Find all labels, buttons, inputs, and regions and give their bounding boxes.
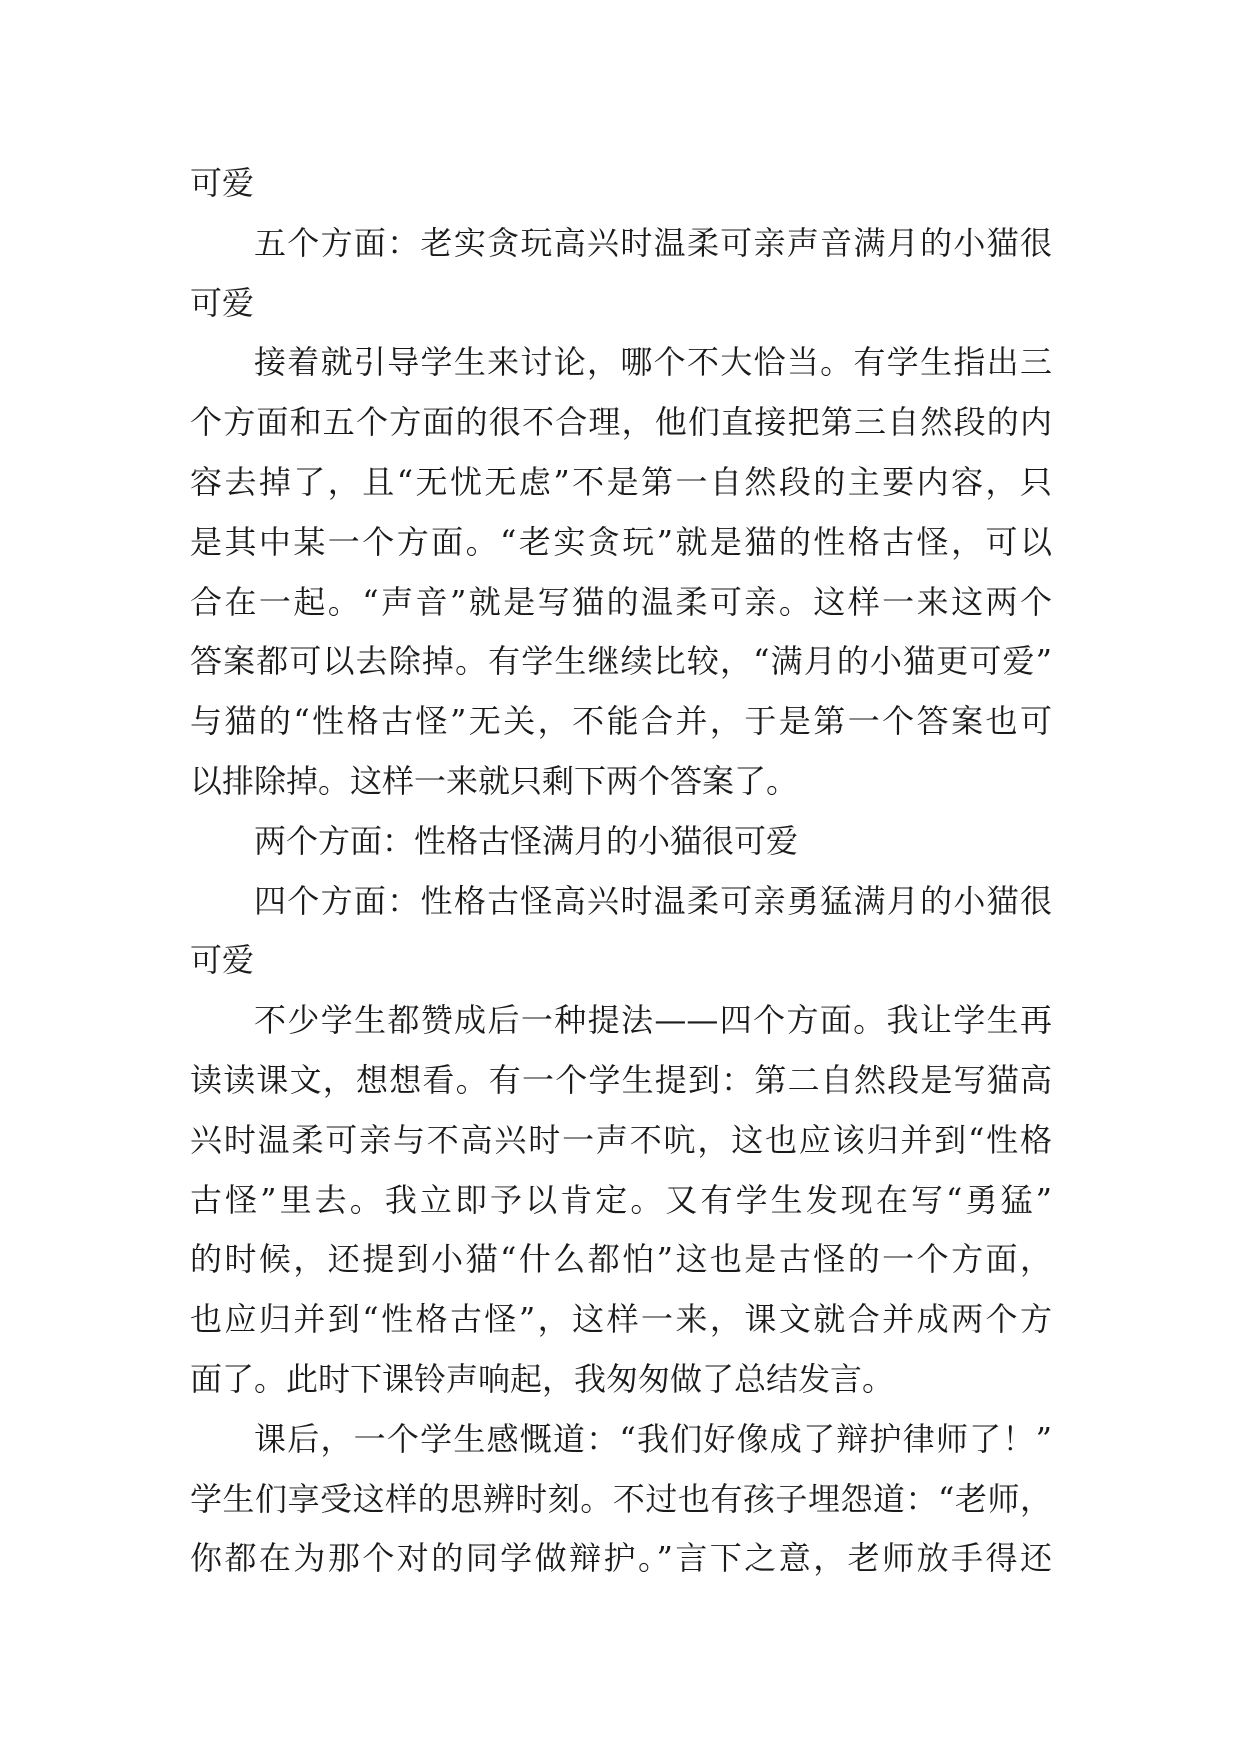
- text-line: 接着就引导学生来讨论，哪个不大恰当。有学生指出三: [254, 343, 1052, 382]
- paragraph: [190, 872, 1052, 992]
- text-line: 的时候，还提到小猫“什么都怕”这也是古怪的一个方面，: [190, 1240, 1052, 1279]
- text-line: 也应归并到“性格古怪”，这样一来，课文就合并成两个方: [190, 1300, 1052, 1339]
- paragraph: [190, 812, 1052, 872]
- text-line: 答案都可以去除掉。有学生继续比较，“满月的小猫更可爱”: [190, 642, 1052, 681]
- text-line: 面了。此时下课铃声响起，我匆匆做了总结发言。: [190, 1359, 895, 1398]
- text-line: 两个方面：性格古怪满月的小猫很可爱: [254, 821, 799, 860]
- paragraph: [190, 154, 1052, 214]
- text-line: 与猫的“性格古怪”无关，不能合并，于是第一个答案也可: [190, 702, 1052, 741]
- text-line: 可爱: [190, 164, 255, 202]
- text-line: 四个方面：性格古怪高兴时温柔可亲勇猛满月的小猫很: [254, 881, 1052, 920]
- text-line: 课后，一个学生感慨道：“我们好像成了辩护律师了！”: [254, 1419, 1052, 1458]
- text-line: 五个方面：老实贪玩高兴时温柔可亲声音满月的小猫很: [254, 223, 1052, 262]
- paragraph: [190, 333, 1052, 811]
- text-line: 古怪”里去。我立即予以肯定。又有学生发现在写“勇猛”: [190, 1180, 1052, 1219]
- text-line: 可爱: [190, 283, 255, 322]
- paragraph: [190, 214, 1052, 334]
- text-line: 不少学生都赞成后一种提法——四个方面。我让学生再: [254, 1001, 1052, 1040]
- text-line: 你都在为那个对的同学做辩护。”言下之意，老师放手得还: [190, 1539, 1052, 1578]
- body-text: [190, 154, 1052, 1589]
- text-line: 以排除掉。这样一来就只剩下两个答案了。: [190, 761, 799, 800]
- text-line: 合在一起。“声音”就是写猫的温柔可亲。这样一来这两个: [190, 582, 1052, 621]
- text-line: 容去掉了，且“无忧无虑”不是第一自然段的主要内容，只: [190, 462, 1052, 501]
- paragraph: [190, 991, 1052, 1410]
- text-line: 读读课文，想想看。有一个学生提到：第二自然段是写猫高: [190, 1060, 1052, 1099]
- paragraph: [190, 1410, 1052, 1589]
- text-line: 可爱: [190, 941, 255, 980]
- text-line: 是其中某一个方面。“老实贪玩”就是猫的性格古怪，可以: [190, 522, 1052, 561]
- text-line: 兴时温柔可亲与不高兴时一声不吭，这也应该归并到“性格: [190, 1120, 1052, 1159]
- text-line: 个方面和五个方面的很不合理，他们直接把第三自然段的内: [190, 403, 1052, 442]
- text-line: 学生们享受这样的思辨时刻。不过也有孩子埋怨道：“老师，: [190, 1479, 1052, 1518]
